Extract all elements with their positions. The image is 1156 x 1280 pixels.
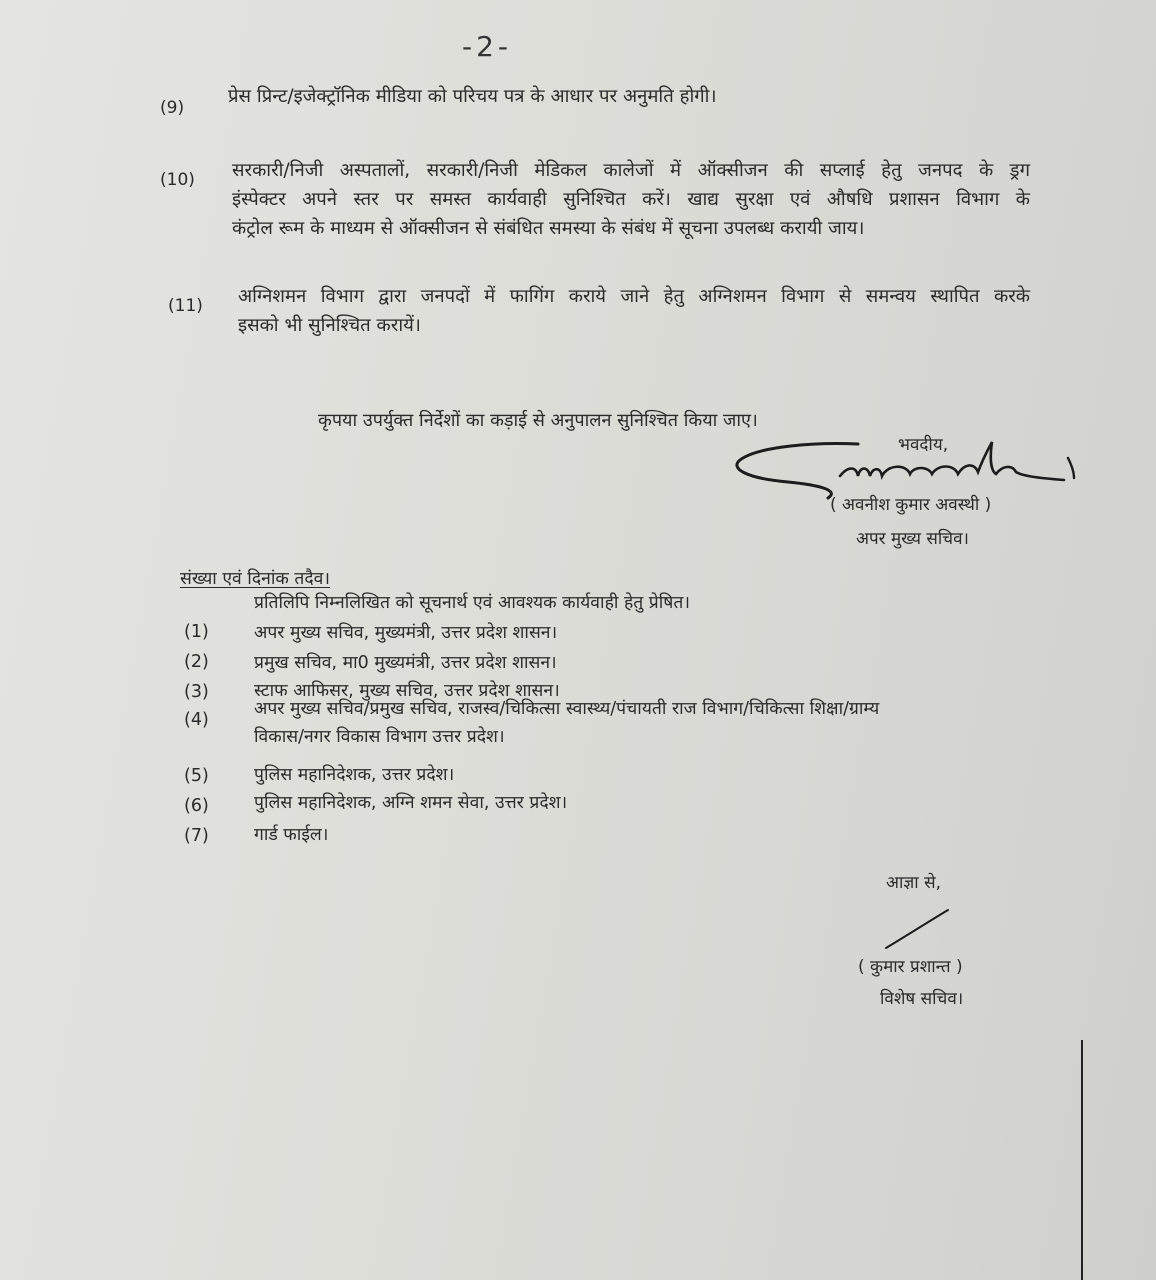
signature-2: [882, 906, 954, 952]
signatory-1-name: ( अवनीश कुमार अवस्थी ): [830, 495, 992, 515]
signatory-2-name: ( कुमार प्रशान्त ): [858, 957, 963, 977]
page-edge-line: [1081, 1040, 1083, 1280]
page-number: -2-: [462, 30, 513, 63]
salutation: भवदीय,: [898, 435, 949, 455]
item-line: इंस्पेक्टर अपने स्तर पर समस्त कार्यवाही सुनिश्चित करें। खाद्य सुरक्षा एवं औषधि प्रशासन विभाग के: [232, 189, 1030, 210]
item-text: [238, 282, 1030, 340]
item-number: (9): [160, 98, 185, 118]
copy-recipient: गार्ड फाईल।: [254, 825, 329, 845]
copy-recipient: [254, 696, 879, 748]
copy-number: (2): [184, 652, 209, 672]
copy-recipient: पुलिस महानिदेशक, अग्नि शमन सेवा, उत्तर प्रदेश।: [254, 793, 568, 813]
copy-number: (7): [184, 826, 209, 846]
signatory-1-designation: अपर मुख्य सचिव।: [856, 529, 969, 549]
copy-number: (4): [184, 710, 209, 730]
item-text: [232, 156, 1030, 243]
order-phrase: आज्ञा से,: [886, 873, 941, 893]
copy-number: (1): [184, 622, 209, 642]
item-line: इसको भी सुनिश्चित करायें।: [238, 315, 421, 336]
signatory-2-designation: विशेष सचिव।: [880, 989, 964, 1009]
item-text: [228, 82, 717, 111]
item-line: अग्निशमन विभाग द्वारा जनपदों में फागिंग कराये जाने हेतु अग्निशमन विभाग से समन्वय स्थापित करके: [238, 286, 1030, 307]
item-line: प्रेस प्रिन्ट/इजेक्ट्रॉनिक मीडिया को परिचय पत्र के आधार पर अनुमति होगी।: [228, 86, 717, 107]
copy-recipient: प्रमुख सचिव, मा0 मुख्यमंत्री, उत्तर प्रदेश शासन।: [254, 653, 557, 673]
closing-instruction: कृपया उपर्युक्त निर्देशों का कड़ाई से अनुपालन सुनिश्चित किया जाए।: [318, 410, 758, 431]
copy-line: विकास/नगर विकास विभाग उत्तर प्रदेश।: [254, 727, 505, 747]
copy-number: (6): [184, 796, 209, 816]
item-line: सरकारी/निजी अस्पतालों, सरकारी/निजी मेडिकल कालेजों में ऑक्सीजन की सप्लाई हेतु जनपद के ड्रग: [232, 160, 1030, 181]
copy-number: (5): [184, 766, 209, 786]
copy-intro: प्रतिलिपि निम्नलिखित को सूचनार्थ एवं आवश्यक कार्यवाही हेतु प्रेषित।: [254, 593, 690, 613]
item-number: (11): [168, 296, 203, 316]
copy-recipient: पुलिस महानिदेशक, उत्तर प्रदेश।: [254, 765, 455, 785]
copy-recipient: स्टाफ आफिसर, मुख्य सचिव, उत्तर प्रदेश शासन।: [254, 681, 560, 701]
copy-line: अपर मुख्य सचिव/प्रमुख सचिव, राजस्व/चिकित्सा स्वास्थ्य/पंचायती राज विभाग/चिकित्सा शिक्षा/ग्राम्य: [254, 699, 880, 719]
copy-recipient: अपर मुख्य सचिव, मुख्यमंत्री, उत्तर प्रदेश शासन।: [254, 623, 558, 643]
item-line: कंट्रोल रूम के माध्यम से ऑक्सीजन से संबंधित समस्या के संबंध में सूचना उपलब्ध करायी जाय।: [232, 218, 865, 239]
reference-line: संख्या एवं दिनांक तदैव।: [180, 569, 330, 589]
copy-number: (3): [184, 682, 209, 702]
item-number: (10): [160, 170, 195, 190]
